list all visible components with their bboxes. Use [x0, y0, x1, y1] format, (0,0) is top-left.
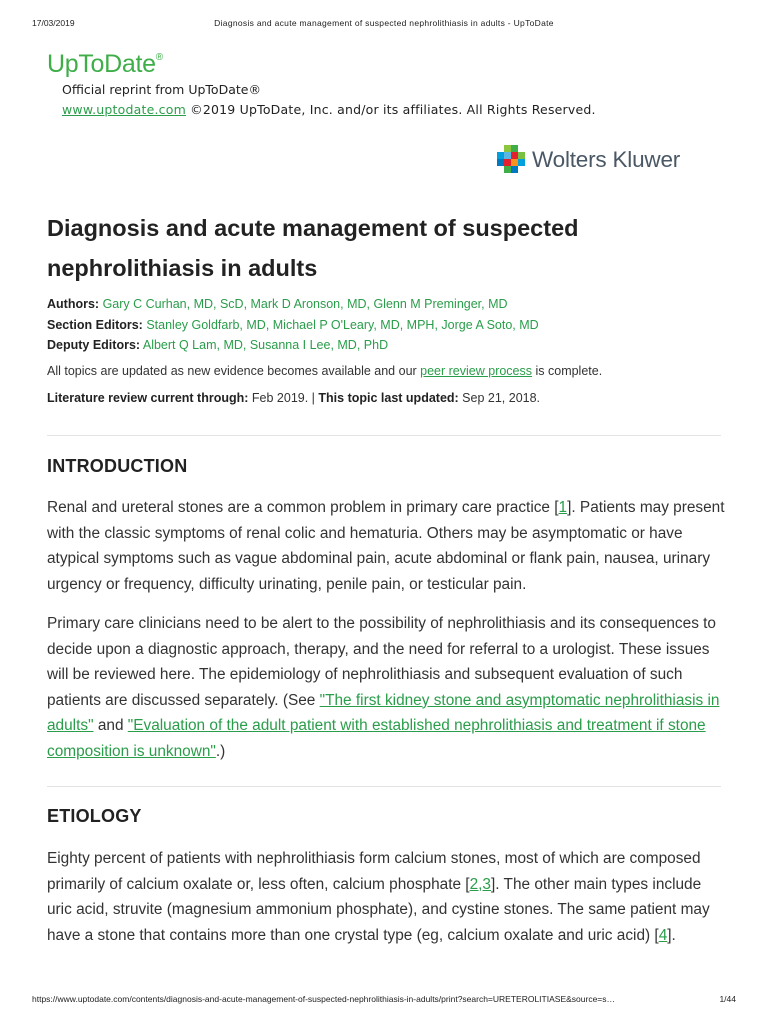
- print-date: 17/03/2019: [32, 18, 75, 28]
- section-editors-links[interactable]: Stanley Goldfarb, MD, Michael P O'Leary, MD, MPH, Jorge A Soto, MD: [146, 317, 539, 332]
- print-header: [32, 18, 736, 30]
- review-dates: Literature review current through: Feb 2019. | This topic last updated: Sep 21, 2018.: [47, 391, 541, 405]
- section-editors-row: Section Editors: Stanley Goldfarb, MD, Michael P O'Leary, MD, MPH, Jorge A Soto, MD: [47, 317, 539, 332]
- deputy-editors-links[interactable]: Albert Q Lam, MD, Susanna I Lee, MD, PhD: [142, 338, 389, 352]
- uptodate-website-link[interactable]: www.uptodate.com: [62, 102, 186, 117]
- wolters-kluwer-wordmark: Wolters Kluwer: [532, 147, 681, 172]
- authors-links[interactable]: Gary C Curhan, MD, ScD, Mark D Aronson, MD, Glenn M Preminger, MD: [102, 297, 508, 311]
- peer-review-process-link[interactable]: peer review process: [420, 364, 533, 378]
- print-footer: [32, 994, 736, 1006]
- authors-row: Authors: Gary C Curhan, MD, ScD, Mark D Aronson, MD, Glenn M Preminger, MD: [47, 297, 508, 311]
- uptodate-logo[interactable]: UpToDate®: [47, 50, 163, 78]
- section-divider: [47, 786, 721, 787]
- introduction-paragraph-1: Renal and ureteral stones are a common problem in primary care practice [1]. Patients may present with the classic symptoms of renal colic and hematuria. Others may be asymptomatic or have atypical symptoms such as vague abdominal pain, acute abdominal or flank pain, nausea, urinary urgency or frequency, difficulty urinating, penile pain, or testicular pain.: [47, 499, 725, 593]
- first-kidney-stone-topic-link[interactable]: "The first kidney stone and asymptomatic nephrolithiasis in adults": [47, 691, 720, 734]
- wolters-kluwer-mosaic-icon: [495, 144, 527, 176]
- update-note: All topics are updated as new evidence becomes available and our peer review process is complete.: [47, 364, 603, 378]
- wolters-kluwer-logo[interactable]: [495, 143, 680, 177]
- article-title: Diagnosis and acute management of suspected nephrolithiasis in adults: [47, 215, 579, 281]
- evaluation-topic-link[interactable]: "Evaluation of the adult patient with established nephrolithiasis and treatment if stone composition is unknown": [47, 717, 706, 760]
- etiology-heading: ETIOLOGY: [47, 806, 142, 826]
- print-page-title: Diagnosis and acute management of suspected nephrolithiasis in adults - UpToDate: [214, 18, 554, 28]
- copyright-line: www.uptodate.com ©2019 UpToDate, Inc. and/or its affiliates. All Rights Reserved.: [62, 102, 596, 117]
- reprint-line: Official reprint from UpToDate®: [62, 82, 261, 97]
- introduction-heading: INTRODUCTION: [47, 456, 188, 476]
- article-contributors: [47, 294, 539, 356]
- reference-link[interactable]: 2,3: [469, 875, 491, 893]
- print-url: https://www.uptodate.com/contents/diagnosis-and-acute-management-of-suspected-nephrolithiasis-in-adults/print?search=URETEROLITIASE&source=s…: [32, 994, 616, 1004]
- deputy-editors-row: Deputy Editors: Albert Q Lam, MD, Susanna I Lee, MD, PhD: [47, 338, 389, 352]
- reference-link[interactable]: 4: [658, 926, 668, 944]
- reprint-notice: [62, 80, 596, 120]
- reference-link[interactable]: 1: [558, 499, 568, 516]
- introduction-paragraph-2: Primary care clinicians need to be alert to the possibility of nephrolithiasis and its consequences to decide upon a diagnostic approach, therapy, and the need for referral to a urologist. These issues will be reviewed here. The epidemiology of nephrolithiasis and subsequent evaluation of such patients are discussed separately. (See "The first kidney stone and asymptomatic nephrolithiasis in adults" and "Evaluation of the adult patient with established nephrolithiasis and treatment if stone composition is unknown".): [47, 615, 720, 760]
- page-number: 1/44: [719, 994, 736, 1004]
- section-divider: [47, 435, 721, 436]
- etiology-paragraph-1: Eighty percent of patients with nephrolithiasis form calcium stones, most of which are composed primarily of calcium oxalate or, less often, calcium phosphate [2,3]. The other main types include uric acid, struvite (magnesium ammonium phosphate), and cystine stones. The same patient may have a stone that contains more than one crystal type (eg, calcium oxalate and uric acid) [4].: [47, 850, 710, 944]
